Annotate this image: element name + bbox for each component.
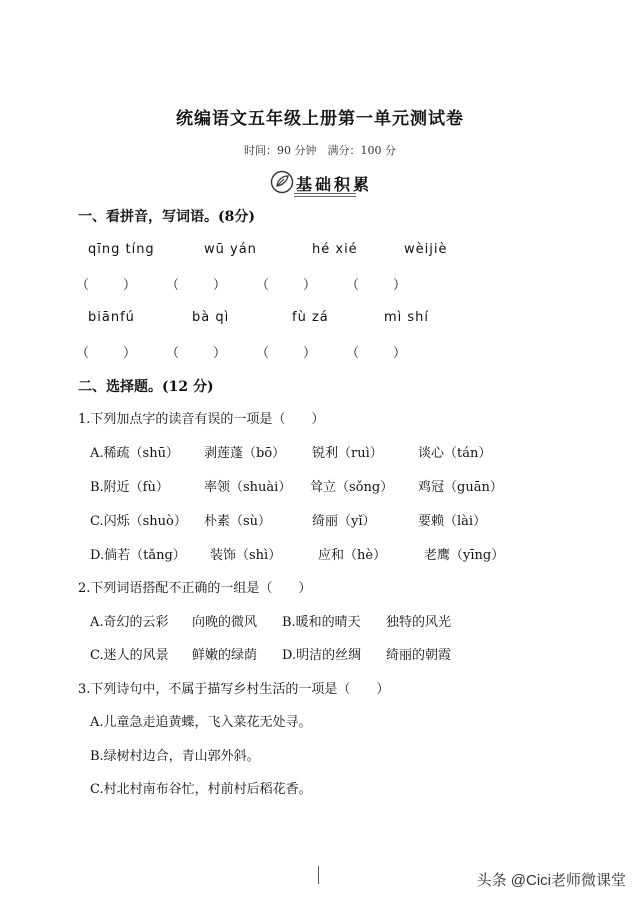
section-2-heading: 二、选择题。(12 分) xyxy=(78,379,214,395)
q2-option: B.暖和的晴天 xyxy=(282,615,361,630)
answer-blank[interactable]: （ ） xyxy=(346,346,407,361)
question-1-stem: 1.下列加点字的读音有误的一项是（ ） xyxy=(78,412,325,427)
q1-option: 应和（hè） xyxy=(318,548,387,563)
q1-option: 老鹰（yīng） xyxy=(424,548,505,563)
q1-option: 鸡冠（guān） xyxy=(418,480,503,495)
q3-option: C.村北村南布谷忙，村前村后稻花香。 xyxy=(90,782,312,797)
pinyin-item: wū yán xyxy=(204,242,257,257)
q3-option: B.绿树村边合，青山郭外斜。 xyxy=(90,749,260,764)
pinyin-item: qīng tíng xyxy=(88,242,155,257)
pinyin-item: mì shí xyxy=(384,310,430,325)
q2-option: 鲜嫩的绿荫 xyxy=(192,648,258,663)
q2-option: C.迷人的风景 xyxy=(90,648,169,663)
q1-option: C.闪烁（shuò） xyxy=(90,514,187,529)
badge-underline xyxy=(294,193,356,197)
q3-option: A.儿童急走追黄蝶，飞入菜花无处寻。 xyxy=(90,715,312,730)
answer-blank[interactable]: （ ） xyxy=(76,346,137,361)
exam-meta: 时间：90 分钟 满分：100 分 xyxy=(244,144,396,157)
pinyin-item: biānfú xyxy=(88,310,135,325)
q1-option: D.倘若（tǎng） xyxy=(90,548,186,563)
page-divider xyxy=(318,866,319,884)
q1-option: 朴素（sù） xyxy=(204,514,272,529)
pinyin-item: fù zá xyxy=(292,310,329,325)
q1-option: A.稀疏（shū） xyxy=(90,446,179,461)
q2-option: 绮丽的朝霞 xyxy=(386,648,452,663)
q2-option: 独特的风光 xyxy=(386,615,452,630)
q1-option: 要赖（lài） xyxy=(418,514,487,529)
q1-option: B.附近（fù） xyxy=(90,480,169,495)
question-2-stem: 2.下列词语搭配不正确的一组是（ ） xyxy=(78,581,312,596)
q1-option: 率领（shuài） xyxy=(204,480,292,495)
section-1-heading: 一、看拼音，写词语。(8分) xyxy=(78,209,255,225)
answer-blank[interactable]: （ ） xyxy=(166,346,227,361)
q1-option: 剥莲蓬（bō） xyxy=(204,446,286,461)
page-title: 统编语文五年级上册第一单元测试卷 xyxy=(176,109,464,129)
answer-blank[interactable]: （ ） xyxy=(256,346,317,361)
q2-option: D.明洁的丝绸 xyxy=(282,648,362,663)
answer-blank[interactable]: （ ） xyxy=(256,278,317,293)
answer-blank[interactable]: （ ） xyxy=(346,278,407,293)
answer-blank[interactable]: （ ） xyxy=(166,278,227,293)
answer-blank[interactable]: （ ） xyxy=(76,278,137,293)
q2-option: A.奇幻的云彩 xyxy=(90,615,169,630)
question-3-stem: 3.下列诗句中，不属于描写乡村生活的一项是（ ） xyxy=(78,682,390,697)
q1-option: 绮丽（yǐ） xyxy=(312,514,376,529)
pinyin-item: bà qì xyxy=(192,310,230,325)
q2-option: 向晚的微风 xyxy=(192,615,258,630)
pinyin-item: wèijiè xyxy=(404,242,448,257)
q1-option: 装饰（shì） xyxy=(210,548,282,563)
q1-option: 锐利（ruì） xyxy=(312,446,383,461)
q1-option: 耸立（sǒng） xyxy=(310,480,394,495)
pinyin-item: hé xié xyxy=(312,242,358,257)
leaf-emblem-icon xyxy=(270,170,294,194)
badge-label: 基础积累 xyxy=(296,175,373,194)
q1-option: 谈心（tán） xyxy=(418,446,492,461)
watermark: 头条 @Cici老师微课堂 xyxy=(476,872,626,889)
